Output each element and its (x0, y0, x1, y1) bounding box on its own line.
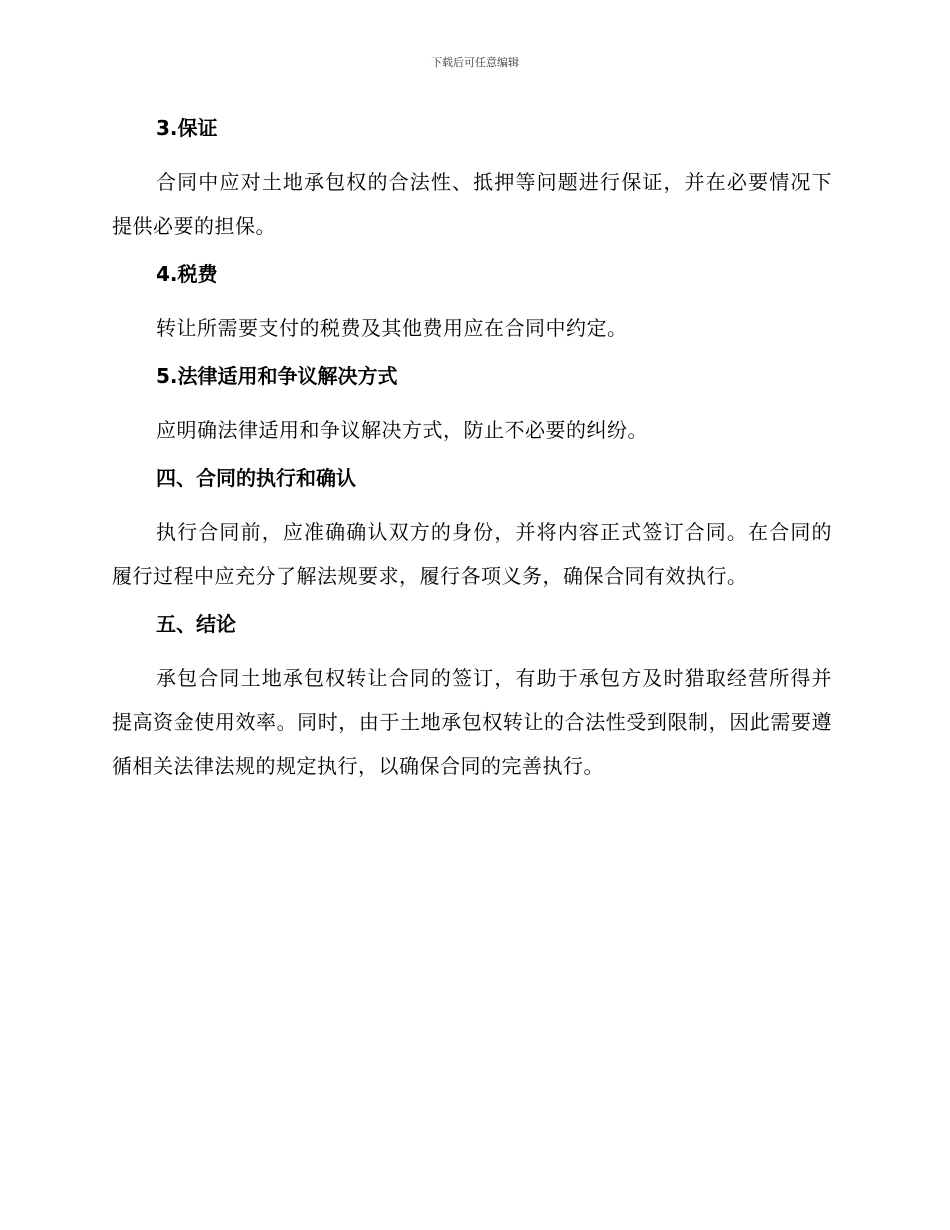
section-paragraph-conclusion: 承包合同土地承包权转让合同的签订，有助于承包方及时猎取经营所得并提高资金使用效率。同时，由于土地承包权转让的合法性受到限制，因此需要遵循相关法律法规的规定执行，以确保合同的完善执行。 (112, 666, 832, 778)
section-heading-conclusion: 五、结论 (156, 612, 236, 636)
section-heading-guarantee: 3.保证 (156, 116, 218, 140)
header-note: 下载后可任意编辑 (431, 56, 519, 69)
document-body (112, 112, 832, 798)
section-paragraph-taxes: 转让所需要支付的税费及其他费用应在合同中约定。 (156, 316, 628, 340)
section-heading-execution: 四、合同的执行和确认 (156, 466, 356, 490)
section-heading-law-dispute: 5.法律适用和争议解决方式 (156, 364, 398, 388)
section-heading-taxes: 4.税费 (156, 262, 218, 286)
section-paragraph-law-dispute: 应明确法律适用和争议解决方式，防止不必要的纠纷。 (156, 418, 648, 442)
section-paragraph-execution: 执行合同前，应准确确认双方的身份，并将内容正式签订合同。在合同的履行过程中应充分了解法规要求，履行各项义务，确保合同有效执行。 (112, 520, 832, 588)
section-paragraph-guarantee: 合同中应对土地承包权的合法性、抵押等问题进行保证，并在必要情况下提供必要的担保。 (112, 170, 832, 238)
